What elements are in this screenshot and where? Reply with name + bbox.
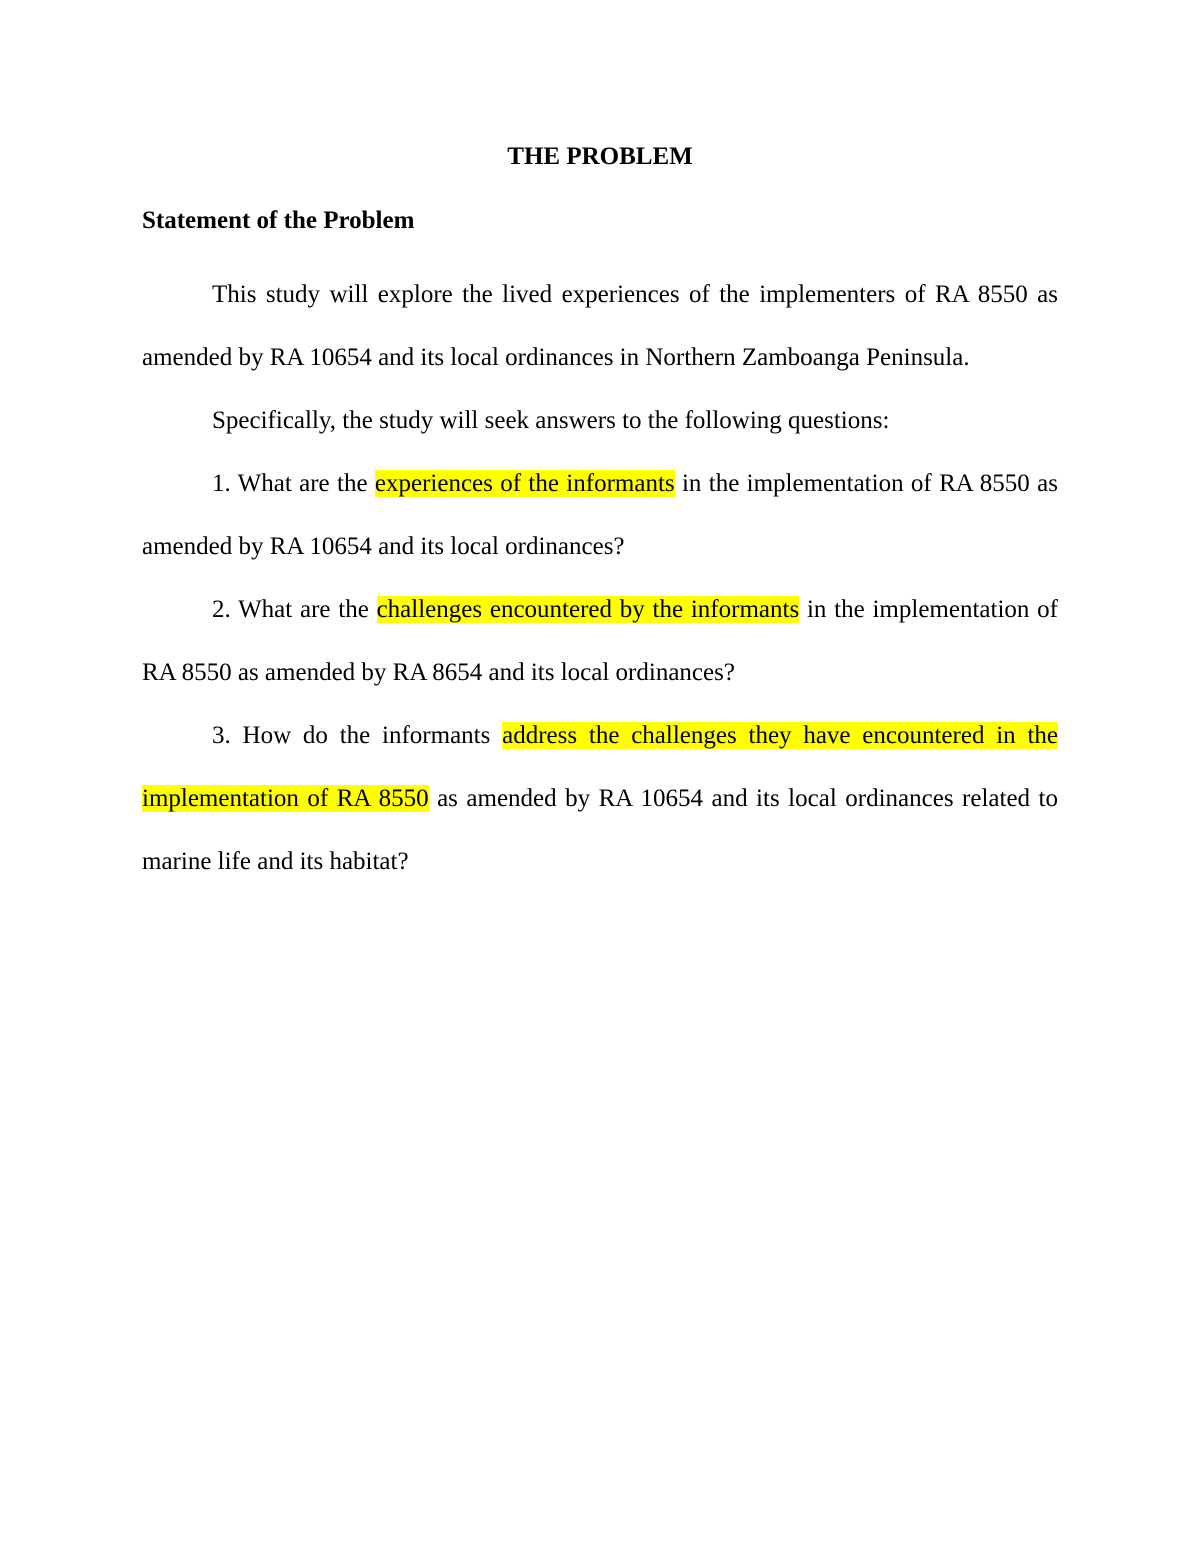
- question-2: [142, 578, 1058, 704]
- question-3-pre: 3. How do the informants: [212, 722, 503, 749]
- section-heading: Statement of the Problem: [142, 207, 415, 234]
- question-1-highlight: experiences of the informants: [374, 470, 675, 497]
- question-2-pre: 2. What are the: [212, 596, 377, 623]
- page-title: THE PROBLEM: [507, 143, 693, 170]
- question-3-highlight: address the challenges they have encountered in the implementation of RA 8550: [142, 722, 1058, 812]
- intro-paragraph: This study will explore the lived experiences of the implementers of RA 8550 as amended by RA 10654 and its local ordinances in Northern Zamboanga Peninsula.: [142, 281, 1058, 371]
- question-2-highlight: challenges encountered by the informants: [376, 596, 800, 623]
- question-1-pre: 1. What are the: [212, 470, 375, 497]
- question-2-post: in the implementation of RA 8550 as amended by RA 8654 and its local ordinances?: [142, 596, 1058, 686]
- question-3-post: as amended by RA 10654 and its local ordinances related to marine life and its habitat?: [142, 785, 1058, 875]
- question-1-post: in the implementation of RA 8550 as amended by RA 10654 and its local ordinances?: [142, 470, 1058, 560]
- question-1: [142, 452, 1058, 578]
- question-3: [142, 704, 1058, 893]
- document-body: [142, 136, 1058, 893]
- lead-in-paragraph: Specifically, the study will seek answers to the following questions:: [212, 407, 890, 434]
